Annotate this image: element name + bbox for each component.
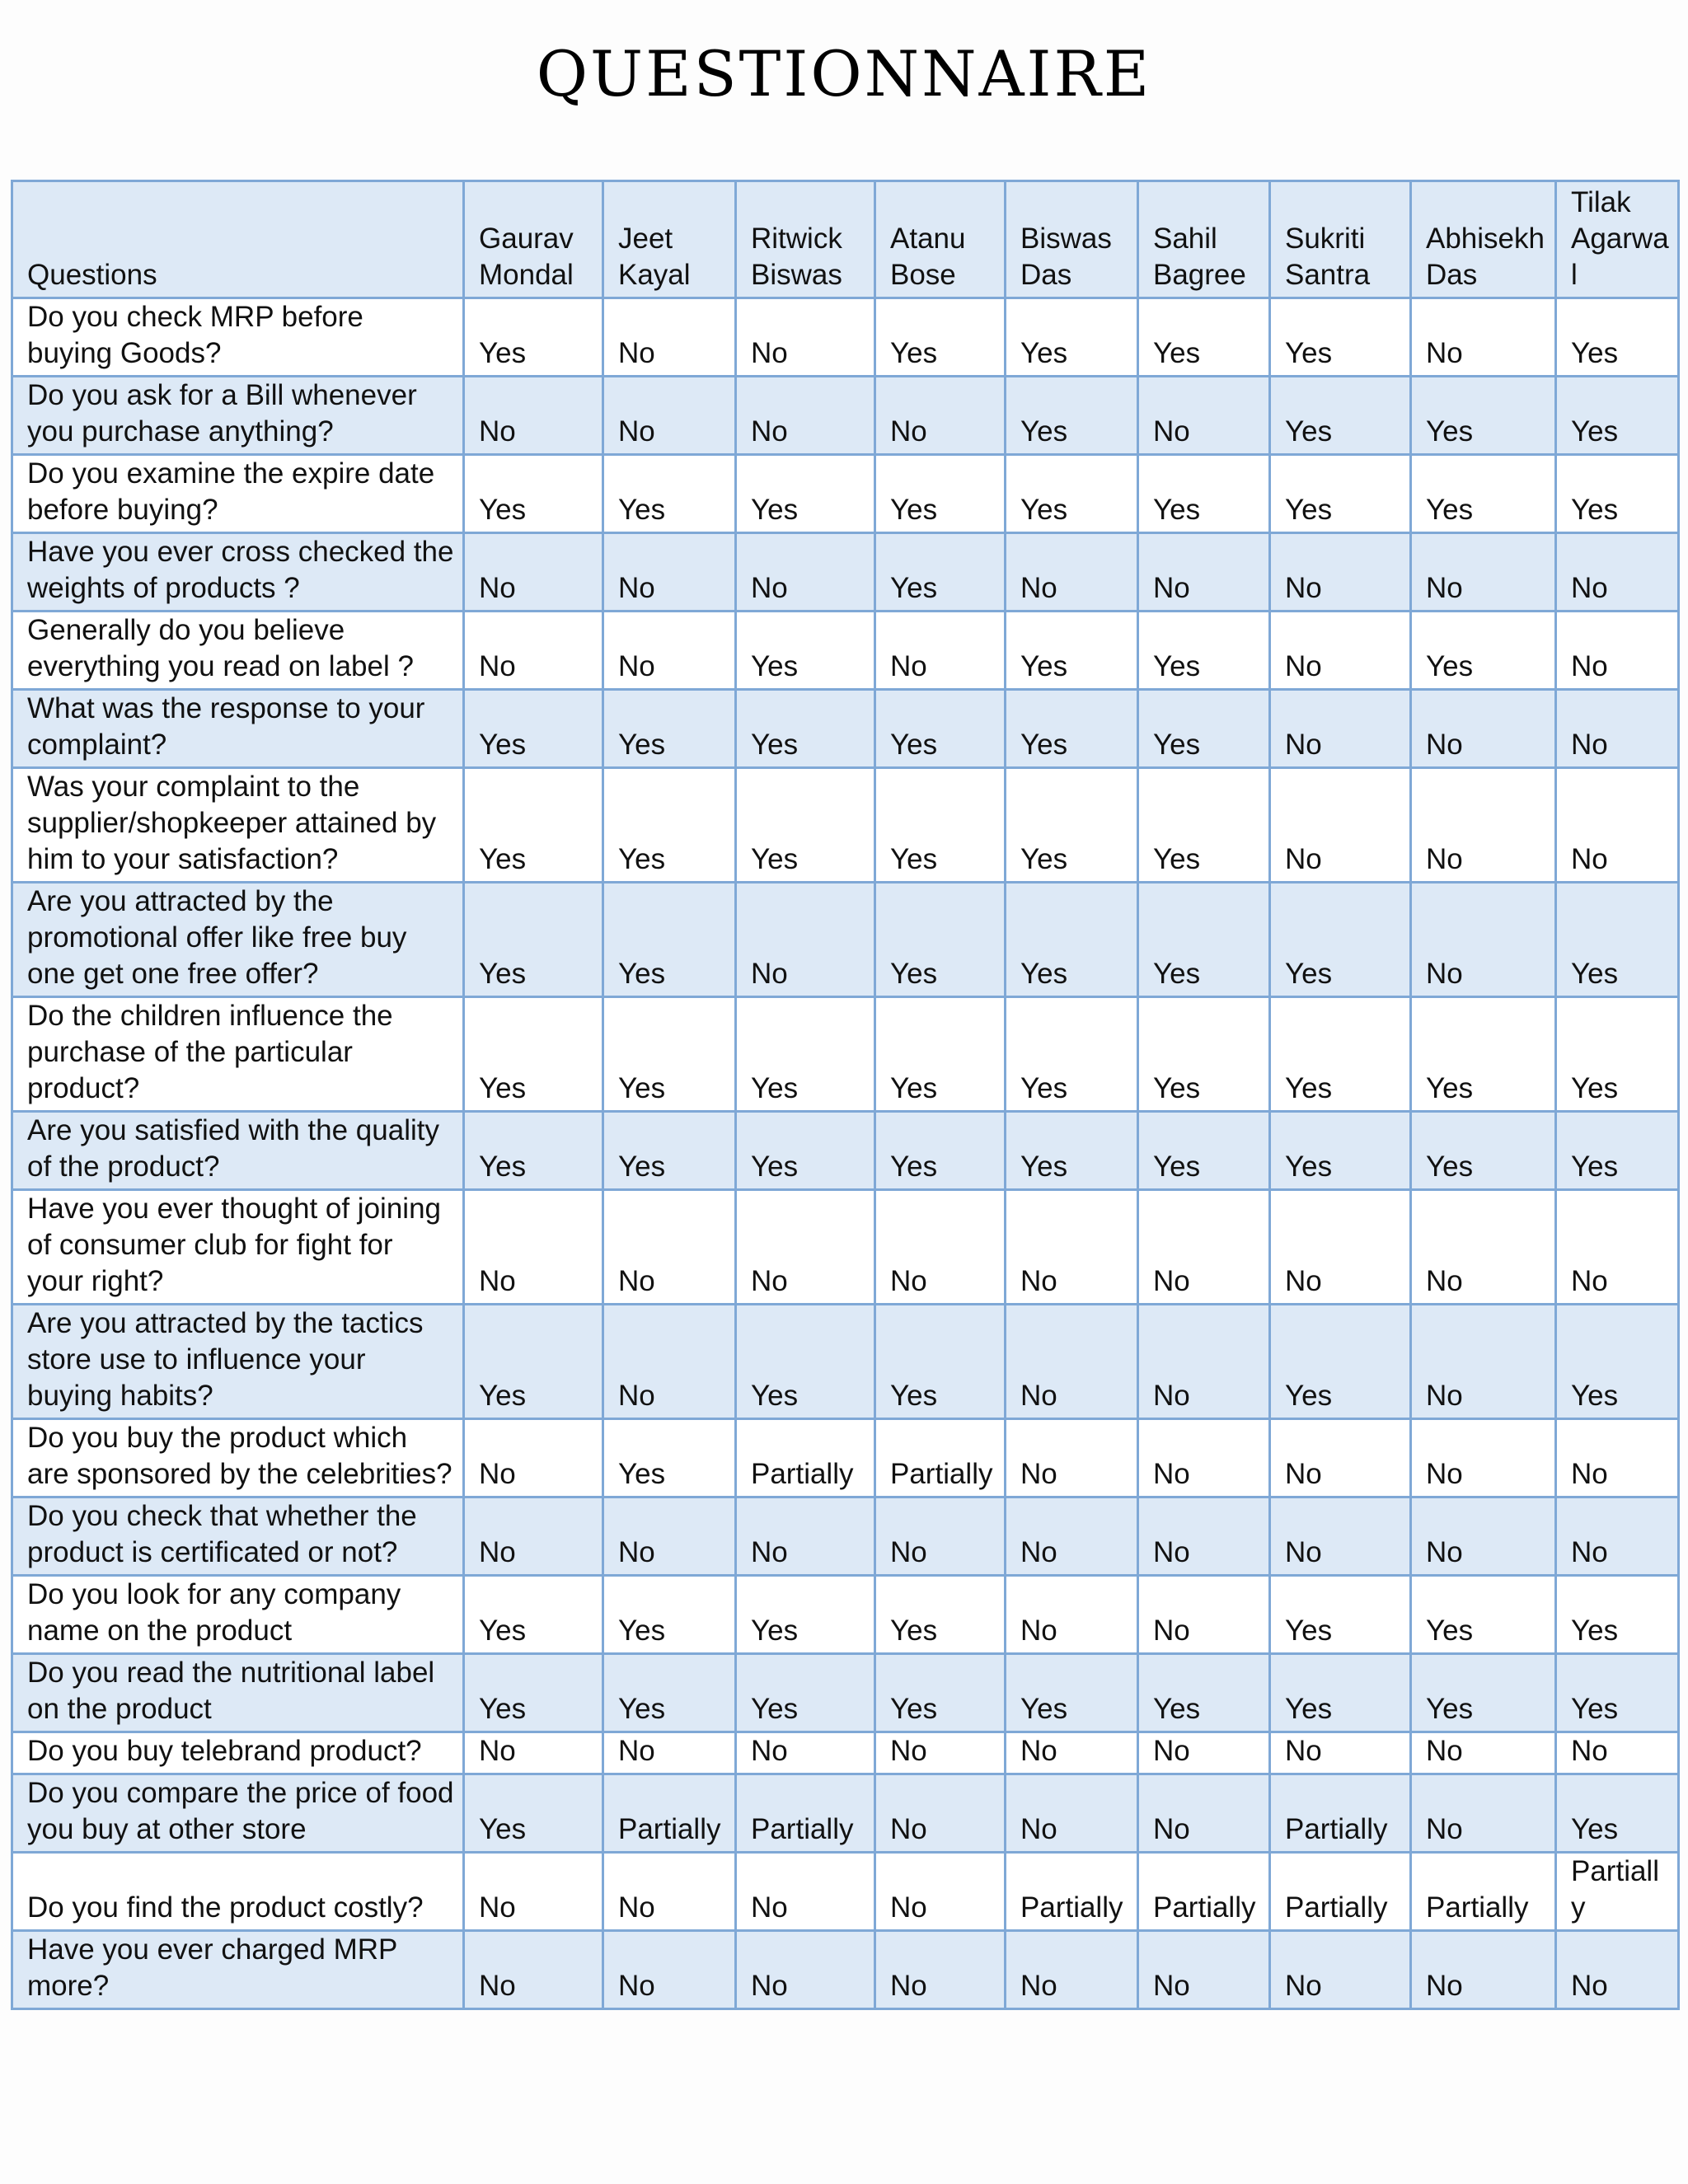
answer-cell: No <box>464 612 603 690</box>
answer-cell: Yes <box>875 690 1006 768</box>
table-row <box>12 1576 1679 1654</box>
answer-cell: Yes <box>736 1305 875 1419</box>
answer-cell: Yes <box>464 997 603 1112</box>
answer-cell: Yes <box>1556 1654 1679 1732</box>
questions-header: Questions <box>12 181 464 298</box>
question-cell: Do you examine the expire date before buying? <box>12 455 464 533</box>
answer-cell: No <box>875 1190 1006 1305</box>
question-cell: Do you compare the price of food you buy at other store <box>12 1774 464 1853</box>
answer-cell: Yes <box>1556 883 1679 997</box>
answer-cell: No <box>1270 768 1411 883</box>
table-row <box>12 1419 1679 1497</box>
answer-cell: Yes <box>736 1112 875 1190</box>
answer-cell: Yes <box>1556 1112 1679 1190</box>
question-cell: Do you read the nutritional label on the product <box>12 1654 464 1732</box>
answer-cell: Yes <box>603 690 736 768</box>
answer-cell: Yes <box>1556 1576 1679 1654</box>
answer-cell: Yes <box>1270 455 1411 533</box>
respondent-header: Gaurav Mondal <box>464 181 603 298</box>
answer-cell: No <box>736 377 875 455</box>
answer-cell: No <box>875 612 1006 690</box>
answer-cell: No <box>1411 1497 1556 1576</box>
respondent-header: Sahil Bagree <box>1138 181 1270 298</box>
answer-cell: No <box>1138 377 1270 455</box>
answer-cell: Yes <box>603 1654 736 1732</box>
answer-cell: Yes <box>603 768 736 883</box>
answer-cell: Partially <box>603 1774 736 1853</box>
answer-cell: Yes <box>603 1419 736 1497</box>
answer-cell: No <box>875 1774 1006 1853</box>
answer-cell: Yes <box>464 690 603 768</box>
answer-cell: No <box>603 612 736 690</box>
answer-cell: Yes <box>736 1576 875 1654</box>
answer-cell: No <box>875 1853 1006 1931</box>
answer-cell: Yes <box>1138 1112 1270 1190</box>
answer-cell: Yes <box>875 1305 1006 1419</box>
answer-cell: No <box>1138 1419 1270 1497</box>
answer-cell: Yes <box>736 1654 875 1732</box>
answer-cell: Yes <box>1138 1654 1270 1732</box>
answer-cell: Yes <box>464 1305 603 1419</box>
answer-cell: No <box>1411 690 1556 768</box>
answer-cell: Partially <box>736 1774 875 1853</box>
answer-cell: Yes <box>464 298 603 377</box>
table-row <box>12 1497 1679 1576</box>
answer-cell: Yes <box>1556 997 1679 1112</box>
answer-cell: Yes <box>1138 612 1270 690</box>
answer-cell: No <box>1270 1190 1411 1305</box>
answer-cell: No <box>1411 768 1556 883</box>
answer-cell: Yes <box>875 533 1006 612</box>
answer-cell: No <box>603 1305 736 1419</box>
answer-cell: No <box>603 1853 736 1931</box>
question-cell: Do you buy telebrand product? <box>12 1732 464 1774</box>
question-cell: Do you find the product costly? <box>12 1853 464 1931</box>
table-row <box>12 690 1679 768</box>
answer-cell: Yes <box>464 1576 603 1654</box>
answer-cell: No <box>736 298 875 377</box>
answer-cell: No <box>1411 1419 1556 1497</box>
answer-cell: No <box>464 377 603 455</box>
answer-cell: Yes <box>1411 612 1556 690</box>
answer-cell: No <box>1006 1732 1138 1774</box>
answer-cell: No <box>603 1497 736 1576</box>
answer-cell: No <box>1270 1497 1411 1576</box>
answer-cell: Yes <box>1270 1305 1411 1419</box>
table-row <box>12 1732 1679 1774</box>
respondent-header: Tilak Agarwal <box>1556 181 1679 298</box>
question-cell: Are you satisfied with the quality of the product? <box>12 1112 464 1190</box>
answer-cell: No <box>603 533 736 612</box>
question-cell: Do the children influence the purchase of the particular product? <box>12 997 464 1112</box>
answer-cell: Yes <box>464 883 603 997</box>
answer-cell: Yes <box>1411 1654 1556 1732</box>
answer-cell: No <box>1556 612 1679 690</box>
answer-cell: No <box>464 1497 603 1576</box>
respondent-header: Biswas Das <box>1006 181 1138 298</box>
answer-cell: No <box>1556 1190 1679 1305</box>
answer-cell: Yes <box>1270 377 1411 455</box>
answer-cell: No <box>1556 768 1679 883</box>
answer-cell: No <box>1138 1732 1270 1774</box>
answer-cell: Yes <box>1138 768 1270 883</box>
answer-cell: No <box>603 377 736 455</box>
answer-cell: Partially <box>1138 1853 1270 1931</box>
answer-cell: No <box>464 1853 603 1931</box>
answer-cell: Yes <box>1411 1576 1556 1654</box>
answer-cell: No <box>1411 1732 1556 1774</box>
answer-cell: No <box>875 377 1006 455</box>
answer-cell: No <box>1138 1305 1270 1419</box>
answer-cell: No <box>1138 1774 1270 1853</box>
respondent-header: Abhisekh Das <box>1411 181 1556 298</box>
answer-cell: Yes <box>603 883 736 997</box>
question-cell: Do you check MRP before buying Goods? <box>12 298 464 377</box>
answer-cell: Yes <box>736 997 875 1112</box>
answer-cell: No <box>1138 1576 1270 1654</box>
answer-cell: No <box>875 1931 1006 2009</box>
answer-cell: Yes <box>875 455 1006 533</box>
answer-cell: No <box>464 533 603 612</box>
answer-cell: No <box>1006 1190 1138 1305</box>
answer-cell: Yes <box>1006 690 1138 768</box>
table-row <box>12 1190 1679 1305</box>
answer-cell: No <box>464 1190 603 1305</box>
answer-cell: No <box>1556 533 1679 612</box>
answer-cell: Yes <box>736 612 875 690</box>
page-title: QUESTIONNAIRE <box>536 37 1152 110</box>
answer-cell: No <box>736 883 875 997</box>
answer-cell: No <box>736 1190 875 1305</box>
table-row <box>12 883 1679 997</box>
answer-cell: Yes <box>1006 298 1138 377</box>
table-row <box>12 1654 1679 1732</box>
answer-cell: Yes <box>1411 997 1556 1112</box>
table-row <box>12 1112 1679 1190</box>
answer-cell: Yes <box>875 768 1006 883</box>
answer-cell: Partially <box>1006 1853 1138 1931</box>
answer-cell: Yes <box>464 455 603 533</box>
answer-cell: Yes <box>603 455 736 533</box>
answer-cell: Yes <box>875 1576 1006 1654</box>
table-row <box>12 533 1679 612</box>
answer-cell: Yes <box>1270 298 1411 377</box>
answer-cell: No <box>603 1931 736 2009</box>
answer-cell: No <box>1006 1497 1138 1576</box>
answer-cell: No <box>1556 1931 1679 2009</box>
answer-cell: No <box>736 1732 875 1774</box>
table-row <box>12 1931 1679 2009</box>
answer-cell: No <box>464 1419 603 1497</box>
table-row <box>12 1305 1679 1419</box>
answer-cell: No <box>736 1853 875 1931</box>
table-row <box>12 612 1679 690</box>
answer-cell: No <box>1556 1497 1679 1576</box>
answer-cell: Yes <box>464 1112 603 1190</box>
answer-cell: No <box>1411 298 1556 377</box>
answer-cell: Partially <box>1270 1774 1411 1853</box>
answer-cell: No <box>1270 533 1411 612</box>
respondent-header: Jeet Kayal <box>603 181 736 298</box>
answer-cell: Yes <box>875 997 1006 1112</box>
answer-cell: Yes <box>1138 883 1270 997</box>
header-row <box>12 181 1679 298</box>
answer-cell: Partially <box>736 1419 875 1497</box>
question-cell: Do you buy the product which are sponsored by the celebrities? <box>12 1419 464 1497</box>
answer-cell: No <box>1006 1305 1138 1419</box>
answer-cell: Yes <box>1411 455 1556 533</box>
answer-cell: Yes <box>1006 455 1138 533</box>
answer-cell: No <box>1411 1931 1556 2009</box>
respondent-header: Ritwick Biswas <box>736 181 875 298</box>
answer-cell: No <box>1006 1931 1138 2009</box>
answer-cell: No <box>1006 533 1138 612</box>
answer-cell: Yes <box>875 1112 1006 1190</box>
answer-cell: Yes <box>1006 1112 1138 1190</box>
answer-cell: No <box>1138 533 1270 612</box>
answer-cell: Yes <box>875 883 1006 997</box>
answer-cell: Yes <box>1556 298 1679 377</box>
answer-cell: No <box>1006 1419 1138 1497</box>
answer-cell: No <box>1138 1190 1270 1305</box>
answer-cell: Yes <box>603 1112 736 1190</box>
answer-cell: No <box>1270 612 1411 690</box>
answer-cell: No <box>736 1931 875 2009</box>
questionnaire-table <box>11 180 1680 2010</box>
answer-cell: No <box>603 1190 736 1305</box>
question-cell: Do you look for any company name on the product <box>12 1576 464 1654</box>
answer-cell: No <box>603 298 736 377</box>
question-cell: Do you check that whether the product is certificated or not? <box>12 1497 464 1576</box>
answer-cell: Partially <box>1411 1853 1556 1931</box>
answer-cell: Yes <box>464 1774 603 1853</box>
answer-cell: No <box>1270 1931 1411 2009</box>
table-row <box>12 1774 1679 1853</box>
answer-cell: Yes <box>875 298 1006 377</box>
answer-cell: No <box>1270 690 1411 768</box>
answer-cell: Yes <box>1006 1654 1138 1732</box>
answer-cell: Partially <box>1556 1853 1679 1931</box>
answer-cell: No <box>1138 1931 1270 2009</box>
question-cell: Was your complaint to the supplier/shopkeeper attained by him to your satisfaction? <box>12 768 464 883</box>
answer-cell: No <box>464 1931 603 2009</box>
answer-cell: Yes <box>1556 1305 1679 1419</box>
answer-cell: No <box>1411 533 1556 612</box>
question-cell: What was the response to your complaint? <box>12 690 464 768</box>
answer-cell: No <box>1556 1419 1679 1497</box>
answer-cell: Yes <box>875 1654 1006 1732</box>
table-row <box>12 455 1679 533</box>
answer-cell: Yes <box>1270 1112 1411 1190</box>
answer-cell: Yes <box>1556 1774 1679 1853</box>
answer-cell: No <box>875 1732 1006 1774</box>
answer-cell: No <box>464 1732 603 1774</box>
answer-cell: No <box>1270 1732 1411 1774</box>
answer-cell: Yes <box>736 690 875 768</box>
table-row <box>12 768 1679 883</box>
answer-cell: Yes <box>1556 455 1679 533</box>
answer-cell: No <box>875 1497 1006 1576</box>
answer-cell: Yes <box>1556 377 1679 455</box>
table-row <box>12 997 1679 1112</box>
answer-cell: No <box>1006 1576 1138 1654</box>
answer-cell: No <box>1138 1497 1270 1576</box>
answer-cell: Yes <box>603 997 736 1112</box>
question-cell: Do you ask for a Bill whenever you purchase anything? <box>12 377 464 455</box>
question-cell: Have you ever cross checked the weights of products ? <box>12 533 464 612</box>
answer-cell: No <box>1556 690 1679 768</box>
table-row <box>12 377 1679 455</box>
question-cell: Have you ever charged MRP more? <box>12 1931 464 2009</box>
answer-cell: No <box>1411 883 1556 997</box>
answer-cell: Partially <box>875 1419 1006 1497</box>
answer-cell: No <box>603 1732 736 1774</box>
answer-cell: Yes <box>1138 997 1270 1112</box>
answer-cell: Yes <box>1006 377 1138 455</box>
answer-cell: Yes <box>1138 298 1270 377</box>
answer-cell: Yes <box>1411 1112 1556 1190</box>
answer-cell: Yes <box>464 768 603 883</box>
answer-cell: No <box>736 533 875 612</box>
respondent-header: Sukriti Santra <box>1270 181 1411 298</box>
answer-cell: No <box>1556 1732 1679 1774</box>
answer-cell: Partially <box>1270 1853 1411 1931</box>
answer-cell: Yes <box>1270 1654 1411 1732</box>
answer-cell: Yes <box>1006 768 1138 883</box>
answer-cell: No <box>1411 1190 1556 1305</box>
answer-cell: No <box>1270 1419 1411 1497</box>
answer-cell: Yes <box>464 1654 603 1732</box>
answer-cell: No <box>1411 1305 1556 1419</box>
question-cell: Are you attracted by the tactics store use to influence your buying habits? <box>12 1305 464 1419</box>
table-row <box>12 1853 1679 1931</box>
question-cell: Generally do you believe everything you read on label ? <box>12 612 464 690</box>
answer-cell: No <box>736 1497 875 1576</box>
answer-cell: Yes <box>1006 612 1138 690</box>
answer-cell: Yes <box>1006 883 1138 997</box>
answer-cell: Yes <box>1006 997 1138 1112</box>
answer-cell: No <box>1411 1774 1556 1853</box>
answer-cell: Yes <box>1270 1576 1411 1654</box>
questionnaire-body <box>12 298 1679 2009</box>
answer-cell: Yes <box>1138 690 1270 768</box>
question-cell: Have you ever thought of joining of consumer club for fight for your right? <box>12 1190 464 1305</box>
answer-cell: Yes <box>1138 455 1270 533</box>
answer-cell: Yes <box>736 455 875 533</box>
respondent-header: Atanu Bose <box>875 181 1006 298</box>
answer-cell: No <box>1006 1774 1138 1853</box>
table-row <box>12 298 1679 377</box>
answer-cell: Yes <box>1270 997 1411 1112</box>
answer-cell: Yes <box>736 768 875 883</box>
answer-cell: Yes <box>1411 377 1556 455</box>
answer-cell: Yes <box>1270 883 1411 997</box>
question-cell: Are you attracted by the promotional offer like free buy one get one free offer? <box>12 883 464 997</box>
answer-cell: Yes <box>603 1576 736 1654</box>
